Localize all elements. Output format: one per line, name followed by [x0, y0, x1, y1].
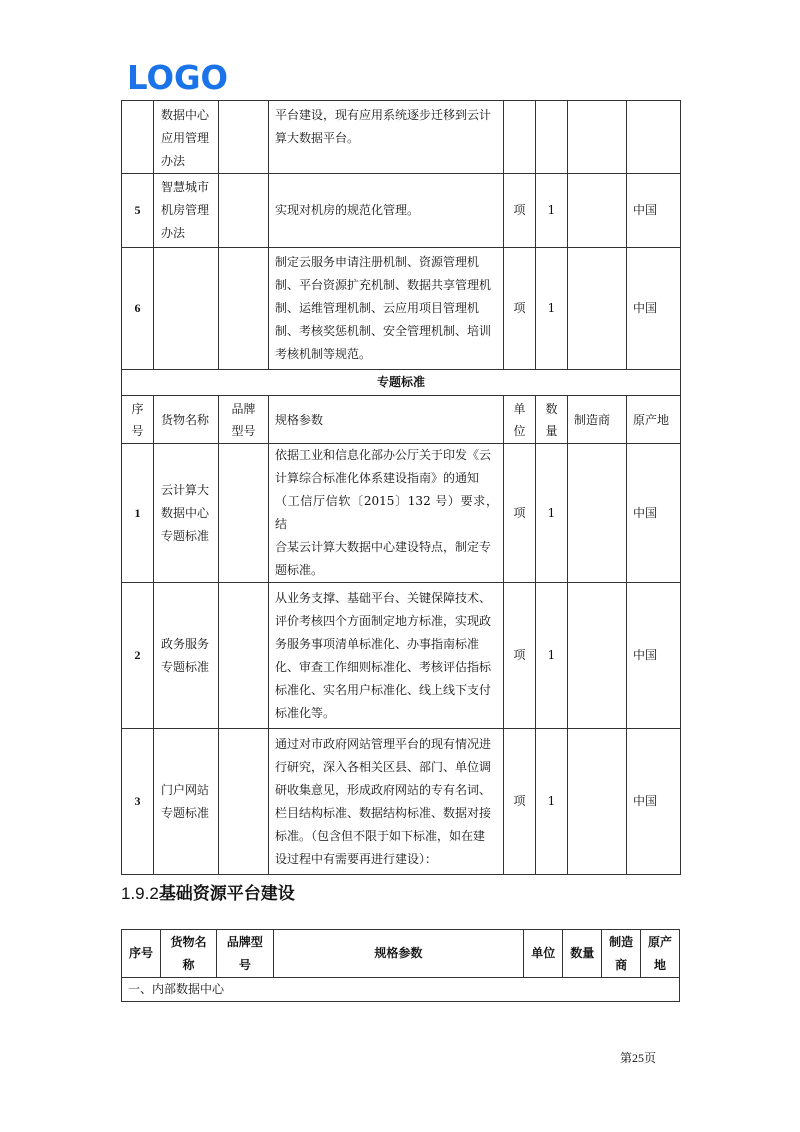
- header-brand: 品牌型 号: [217, 930, 273, 978]
- manufacturer: [568, 583, 627, 729]
- header-maker: 制造商: [568, 396, 627, 444]
- quantity: 1: [536, 248, 568, 370]
- section-number: 1.9.2: [121, 884, 159, 903]
- quantity: 1: [536, 174, 568, 248]
- quantity: 1: [536, 583, 568, 729]
- page-number: 第25页: [620, 1051, 657, 1065]
- manufacturer: [568, 174, 627, 248]
- goods-name: 政务服务 专题标准: [154, 583, 219, 729]
- header-name: 货物名称: [154, 396, 219, 444]
- spec-params: 依据工业和信息化部办公厅关于印发《云 计算综合标准化体系建设指南》的通知 （工信厅信软〔2015〕132 号）要求，结 合某云计算大数据中心建设特点，制定专 题标准。: [269, 444, 504, 583]
- header-origin: 原产地: [627, 396, 681, 444]
- header-spec: 规格参数: [269, 396, 504, 444]
- subsection-label: 一、内部数据中心: [122, 978, 680, 1002]
- unit: 项: [504, 729, 536, 875]
- unit: 项: [504, 583, 536, 729]
- table-row: [122, 248, 681, 370]
- origin: 中国: [627, 583, 681, 729]
- goods-name: 数据中心 应用管理 办法: [154, 101, 219, 174]
- manufacturer: [568, 444, 627, 583]
- spec-params: 制定云服务申请注册机制、资源管理机 制、平台资源扩充机制、数据共享管理机 制、运维管理机制、云应用项目管理机 制、考核奖惩机制、安全管理机制、培训 考核机制等规范。: [269, 248, 504, 370]
- row-index: [122, 101, 154, 174]
- table-row: [122, 729, 681, 875]
- header-unit: 单位: [524, 930, 563, 978]
- header-qty: 数量: [563, 930, 602, 978]
- goods-name: [154, 248, 219, 370]
- brand-model: [219, 729, 269, 875]
- svg-text:LOGO: LOGO: [127, 62, 228, 92]
- spec-params: 实现对机房的规范化管理。: [269, 174, 504, 248]
- quantity: 1: [536, 444, 568, 583]
- header-unit: 单 位: [504, 396, 536, 444]
- origin: 中国: [627, 729, 681, 875]
- table-row: [122, 174, 681, 248]
- quantity: 1: [536, 729, 568, 875]
- section-title-text: 基础资源平台建设: [158, 884, 295, 904]
- header-qty: 数 量: [536, 396, 568, 444]
- origin: 中国: [627, 444, 681, 583]
- manufacturer: [568, 729, 627, 875]
- unit: 项: [504, 248, 536, 370]
- resource-platform-table: [121, 929, 680, 1002]
- header-index: 序号: [122, 930, 161, 978]
- origin: [627, 101, 681, 174]
- standards-table: [121, 100, 681, 875]
- table-row: [122, 583, 681, 729]
- goods-name: 智慧城市 机房管理 办法: [154, 174, 219, 248]
- logo: [127, 62, 229, 92]
- header-index: 序 号: [122, 396, 154, 444]
- section-title: 专题标准: [122, 370, 681, 396]
- section-title-row: [122, 370, 681, 396]
- brand-model: [219, 101, 269, 174]
- header-maker: 制造 商: [602, 930, 641, 978]
- unit: [504, 101, 536, 174]
- table-row: [122, 444, 681, 583]
- brand-model: [219, 444, 269, 583]
- header-spec: 规格参数: [273, 930, 524, 978]
- manufacturer: [568, 101, 627, 174]
- quantity: [536, 101, 568, 174]
- row-index: 1: [122, 444, 154, 583]
- brand-model: [219, 583, 269, 729]
- logo-image: [127, 62, 229, 92]
- header-name: 货物名 称: [160, 930, 216, 978]
- row-index: 5: [122, 174, 154, 248]
- goods-name: 门户网站 专题标准: [154, 729, 219, 875]
- spec-params: 通过对市政府网站管理平台的现有情况进 行研究，深入各相关区县、部门、单位调 研收集意见，形成政府网站的专有名词、 栏目结构标准、数据结构标准、数据对接 标准。（包含但不限于如下标准，如在建 设过程中有需要再进行建设）：: [269, 729, 504, 875]
- unit: 项: [504, 174, 536, 248]
- subsection-row: [122, 978, 680, 1002]
- table-row: [122, 101, 681, 174]
- row-index: 2: [122, 583, 154, 729]
- goods-name: 云计算大 数据中心 专题标准: [154, 444, 219, 583]
- section-heading: [121, 879, 295, 904]
- manufacturer: [568, 248, 627, 370]
- origin: 中国: [627, 174, 681, 248]
- brand-model: [219, 248, 269, 370]
- header-row: [122, 930, 680, 978]
- header-brand: 品牌 型号: [219, 396, 269, 444]
- row-index: 3: [122, 729, 154, 875]
- header-row: [122, 396, 681, 444]
- spec-params: 平台建设，现有应用系统逐步迁移到云计 算大数据平台。: [269, 101, 504, 174]
- origin: 中国: [627, 248, 681, 370]
- spec-params: 从业务支撑、基础平台、关键保障技术、 评价考核四个方面制定地方标准，实现政 务服务事项清单标准化、办事指南标准 化、审查工作细则标准化、考核评估指标 标准化、实名用户标准化、线上线下支付 标准化等。: [269, 583, 504, 729]
- row-index: 6: [122, 248, 154, 370]
- unit: 项: [504, 444, 536, 583]
- brand-model: [219, 174, 269, 248]
- header-origin: 原产 地: [641, 930, 680, 978]
